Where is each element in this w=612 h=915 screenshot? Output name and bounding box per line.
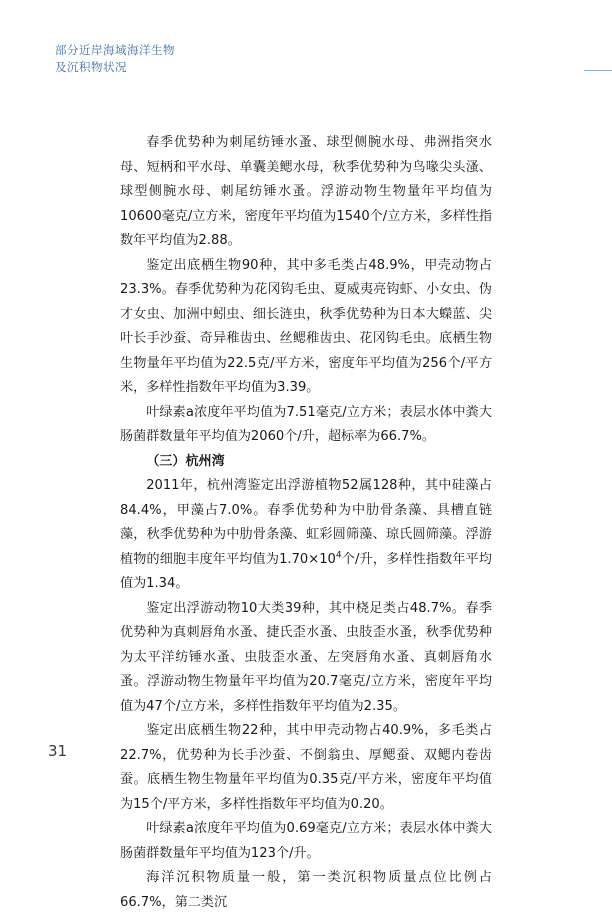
paragraph-text-before: 2011年，杭州湾鉴定出浮游植物52属128种，其中硅藻占84.4%，甲藻占7.0%。春季优势种为中肋骨条藻、具槽直链藻，秋季优势种为中肋骨条藻、虹彩圆筛藻、琼氏圆筛藻。浮游植物的细胞丰度年平均值为1.70×10 <box>120 478 492 567</box>
paragraph: 春季优势种为刺尾纺锤水蚤、球型侧腕水母、弗洲指突水母、短柄和平水母、单囊美鳃水母，秋季优势种为鸟喙尖头溞、球型侧腕水母、刺尾纺锤水蚤。浮游动物生物量年平均值为10600毫克/立方米，密度年平均值为1540个/立方米，多样性指数年平均值为2.88。 <box>120 135 492 248</box>
paragraph: 鉴定出底栖生物22种，其中甲壳动物占40.9%，多毛类占22.7%，优势种为长手沙蚕、不倒翁虫、厚鳃蚕、双鳃内卷齿蚕。底栖生物生物量年平均值为0.35克/平方米，密度年平均值为15个/平方米，多样性指数年平均值为0.20。 <box>120 723 492 812</box>
superscript-exponent: 4 <box>335 550 342 561</box>
running-header <box>55 42 355 76</box>
section-heading: （三）杭州湾 <box>146 453 225 469</box>
header-rule-right <box>584 70 612 71</box>
body-text <box>120 131 492 915</box>
paragraph: 鉴定出浮游动物10大类39种，其中桡足类占48.7%。春季优势种为真刺唇角水蚤、捷氏歪水蚤、虫肢歪水蚤，秋季优势种为太平洋纺锤水蚤、虫肢歪水蚤、左突唇角水蚤、真刺唇角水蚤。浮游动物生物量年平均值为20.7毫克/立方米，密度年平均值为47个/立方米，多样性指数年平均值为2.35。 <box>120 600 492 714</box>
paragraph-with-superscript <box>120 474 492 597</box>
paragraph: 鉴定出底栖生物90种，其中多毛类占48.9%，甲壳动物占23.3%。春季优势种为花冈钩毛虫、夏威夷亮钩虾、小女虫、伪才女虫、加洲中蚓虫、细长涟虫，秋季优势种为日本大蠑蓝、尖叶长手沙蚕、奇异稚齿虫、丝鳃稚齿虫、花冈钩毛虫。底栖生物生物量年平均值为22.5克/平方米，密度年平均值为256个/平方米，多样性指数年平均值为3.39。 <box>120 257 492 395</box>
paragraph-text-after: 个/升，多样性指数年平均值为1.34。 <box>120 551 492 591</box>
paragraph: 海洋沉积物质量一般，第一类沉积物质量点位比例占66.7%，第二类沉 <box>120 870 492 910</box>
running-header-line1: 部分近岸海域海洋生物 <box>55 43 175 57</box>
running-header-line2: 及沉积物状况 <box>55 60 127 74</box>
page-number: 31 <box>48 742 68 760</box>
paragraph: 叶绿素a浓度年平均值为0.69毫克/立方米；表层水体中粪大肠菌群数量年平均值为123个/升。 <box>120 821 492 861</box>
paragraph: 叶绿素a浓度年平均值为7.51毫克/立方米；表层水体中粪大肠菌群数量年平均值为2060个/升，超标率为66.7%。 <box>120 404 492 444</box>
